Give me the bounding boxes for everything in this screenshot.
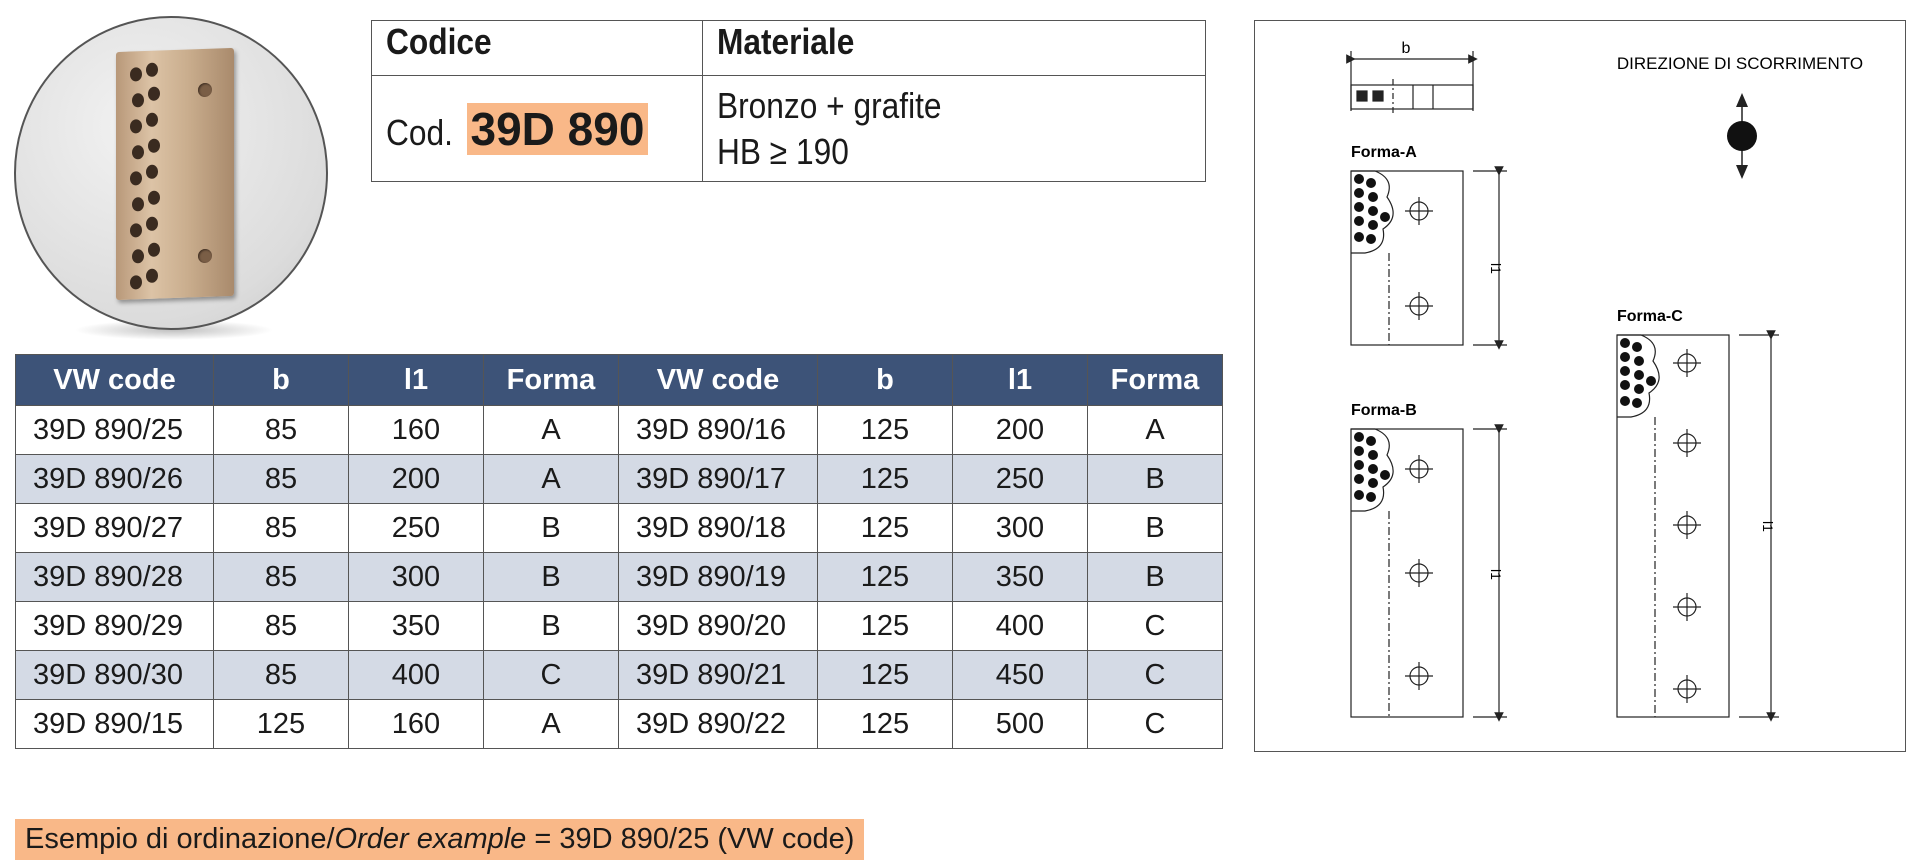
materiale-header: Materiale xyxy=(717,21,855,62)
table-cell: 85 xyxy=(214,406,349,455)
diagram-svg xyxy=(1255,21,1907,753)
material-line-1: Bronzo + grafite xyxy=(717,84,942,126)
table-cell: C xyxy=(1088,602,1223,651)
col-header: l1 xyxy=(953,355,1088,406)
table-cell: 39D 890/20 xyxy=(619,602,818,651)
code-cell xyxy=(372,76,703,182)
table-row xyxy=(16,602,1223,651)
table-cell: 39D 890/26 xyxy=(16,455,214,504)
table-cell: 39D 890/19 xyxy=(619,553,818,602)
material-cell xyxy=(703,76,1206,182)
table-cell: 85 xyxy=(214,651,349,700)
col-header: l1 xyxy=(349,355,484,406)
table-cell: 200 xyxy=(953,406,1088,455)
table-cell: 39D 890/28 xyxy=(16,553,214,602)
bronze-plate-image xyxy=(116,48,234,300)
table-cell: 125 xyxy=(818,700,953,749)
table-cell: 39D 890/16 xyxy=(619,406,818,455)
table-cell: B xyxy=(484,553,619,602)
table-cell: 350 xyxy=(953,553,1088,602)
code-prefix: Cod. xyxy=(386,111,453,153)
material-line-2: HB ≥ 190 xyxy=(717,130,849,172)
table-cell: 300 xyxy=(349,553,484,602)
table-cell: 400 xyxy=(953,602,1088,651)
table-cell: 350 xyxy=(349,602,484,651)
table-cell: 39D 890/27 xyxy=(16,504,214,553)
table-cell: A xyxy=(1088,406,1223,455)
table-cell: 39D 890/29 xyxy=(16,602,214,651)
order-example xyxy=(15,819,864,860)
table-cell: B xyxy=(484,504,619,553)
table-cell: 400 xyxy=(349,651,484,700)
forma-c-graphite xyxy=(1620,338,1656,408)
forma-b-graphite xyxy=(1354,432,1390,502)
forma-a-graphite xyxy=(1354,174,1390,244)
table-cell: 39D 890/15 xyxy=(16,700,214,749)
table-cell: 250 xyxy=(953,455,1088,504)
table-cell: 500 xyxy=(953,700,1088,749)
table-cell: 450 xyxy=(953,651,1088,700)
col-header: b xyxy=(818,355,953,406)
table-cell: B xyxy=(1088,455,1223,504)
table-cell: 160 xyxy=(349,700,484,749)
table-cell: 200 xyxy=(349,455,484,504)
table-cell: 250 xyxy=(349,504,484,553)
top-view xyxy=(1351,51,1473,115)
table-cell: 39D 890/17 xyxy=(619,455,818,504)
table-row xyxy=(16,455,1223,504)
table-cell: A xyxy=(484,455,619,504)
table-cell: 125 xyxy=(214,700,349,749)
table-cell: 39D 890/21 xyxy=(619,651,818,700)
table-row xyxy=(16,553,1223,602)
table-cell: C xyxy=(1088,651,1223,700)
forma-b-label: Forma-B xyxy=(1351,402,1417,419)
table-cell: B xyxy=(484,602,619,651)
forma-b-l1-label: l1 xyxy=(1488,569,1504,580)
col-header: VW code xyxy=(619,355,818,406)
table-cell: 125 xyxy=(818,651,953,700)
technical-diagram xyxy=(1254,20,1906,752)
forma-a-label: Forma-A xyxy=(1351,144,1417,161)
table-cell: 125 xyxy=(818,406,953,455)
order-example-suffix: = 39D 890/25 (VW code) xyxy=(526,823,855,855)
table-cell: A xyxy=(484,406,619,455)
table-cell: 125 xyxy=(818,455,953,504)
table-row xyxy=(16,406,1223,455)
dim-b-label: b xyxy=(1401,40,1411,57)
photo-circle xyxy=(14,16,328,330)
forma-c-l1-label: l1 xyxy=(1760,521,1776,532)
table-cell: 85 xyxy=(214,602,349,651)
col-header: VW code xyxy=(16,355,214,406)
table-cell: 160 xyxy=(349,406,484,455)
table-cell: A xyxy=(484,700,619,749)
table-cell: 39D 890/18 xyxy=(619,504,818,553)
dimensions-table xyxy=(15,354,1223,749)
table-row xyxy=(16,700,1223,749)
table-cell: 85 xyxy=(214,455,349,504)
table-row xyxy=(16,504,1223,553)
table-cell: 39D 890/30 xyxy=(16,651,214,700)
table-cell: 85 xyxy=(214,504,349,553)
table-cell: B xyxy=(1088,553,1223,602)
code-value: 39D 890 xyxy=(467,103,649,155)
table-cell: 125 xyxy=(818,504,953,553)
table-cell: 125 xyxy=(818,602,953,651)
forma-c-label: Forma-C xyxy=(1617,308,1683,325)
product-photo xyxy=(14,16,330,332)
table-cell: B xyxy=(1088,504,1223,553)
order-example-italic: Order example xyxy=(334,823,527,855)
table-cell: 39D 890/25 xyxy=(16,406,214,455)
order-example-prefix: Esempio di ordinazione/ xyxy=(25,823,335,855)
codice-header-cell xyxy=(372,21,703,76)
table-row xyxy=(16,651,1223,700)
col-header: Forma xyxy=(484,355,619,406)
direction-label: DIREZIONE DI SCORRIMENTO xyxy=(1616,54,1864,73)
table-cell: 85 xyxy=(214,553,349,602)
table-cell: C xyxy=(1088,700,1223,749)
table-cell: C xyxy=(484,651,619,700)
codice-header: Codice xyxy=(386,21,492,62)
materiale-header-cell xyxy=(703,21,1206,76)
forma-a-l1-label: l1 xyxy=(1488,263,1504,274)
table-cell: 300 xyxy=(953,504,1088,553)
table-cell: 125 xyxy=(818,553,953,602)
col-header: b xyxy=(214,355,349,406)
table-header-row xyxy=(16,355,1223,406)
code-material-table xyxy=(371,20,1206,182)
direction-icon xyxy=(1727,93,1757,179)
table-cell: 39D 890/22 xyxy=(619,700,818,749)
col-header: Forma xyxy=(1088,355,1223,406)
